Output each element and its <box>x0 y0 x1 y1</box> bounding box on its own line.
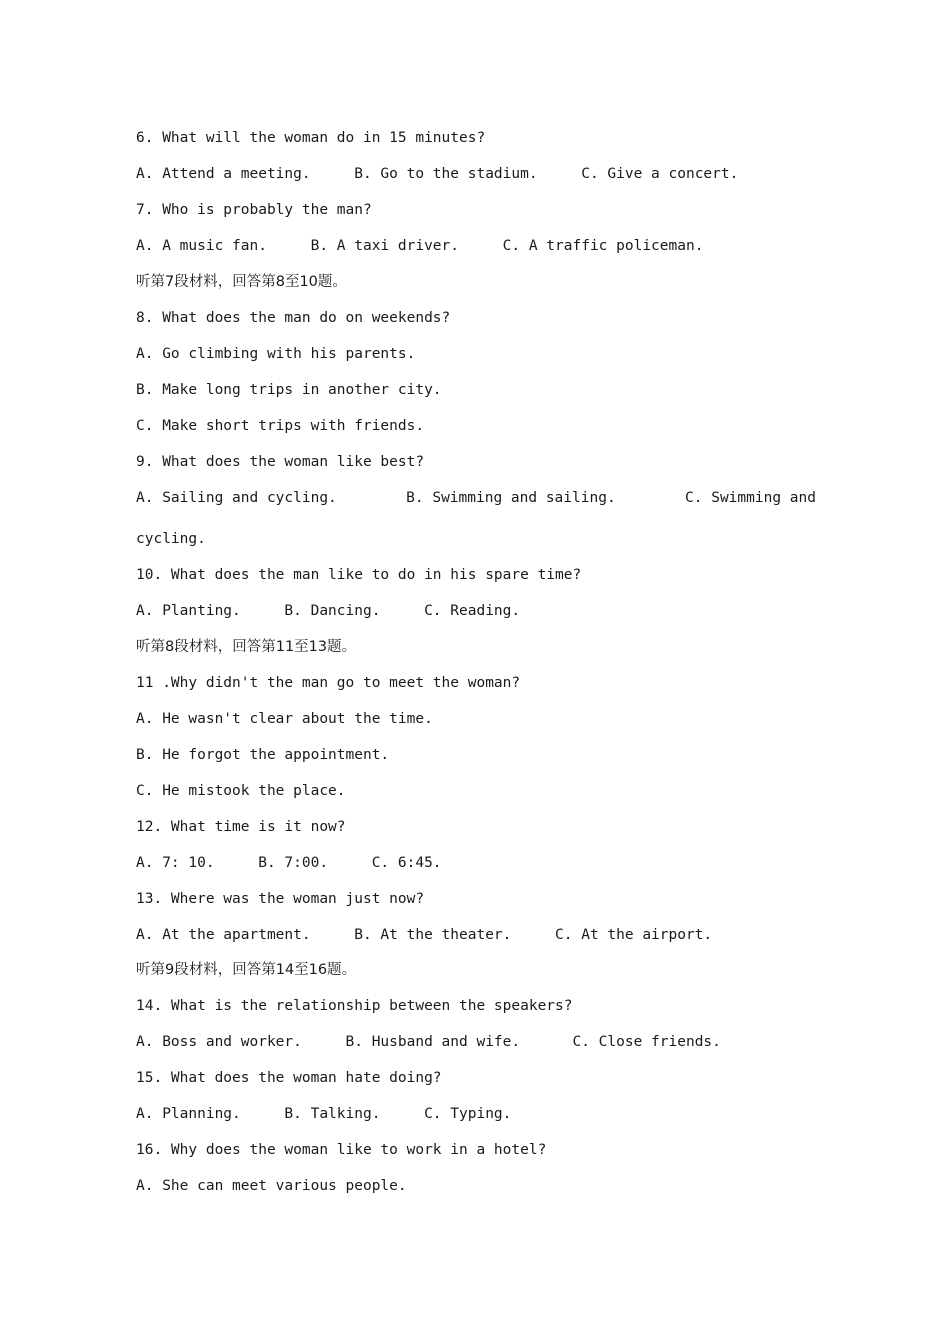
question-12: 12. What time is it now? <box>136 819 346 835</box>
question-9: 9. What does the woman like best? <box>136 454 425 470</box>
question-7: 7. Who is probably the man? <box>136 202 372 218</box>
question-11: 11 .Why didn't the man go to meet the woman? <box>136 675 521 691</box>
question-8-option-a: A. Go climbing with his parents. <box>136 346 416 362</box>
question-8: 8. What does the man do on weekends? <box>136 310 451 326</box>
question-8-option-b: B. Make long trips in another city. <box>136 382 442 398</box>
question-12-options: A. 7: 10. B. 7:00. C. 6:45. <box>136 855 442 871</box>
question-11-option-b: B. He forgot the appointment. <box>136 747 390 763</box>
question-16-option-a: A. She can meet various people. <box>136 1178 407 1194</box>
question-14: 14. What is the relationship between the speakers? <box>136 998 573 1014</box>
question-14-options: A. Boss and worker. B. Husband and wife. C. Close friends. <box>136 1034 721 1050</box>
question-6: 6. What will the woman do in 15 minutes? <box>136 130 486 146</box>
question-10-options: A. Planting. B. Dancing. C. Reading. <box>136 603 521 619</box>
question-8-option-c: C. Make short trips with friends. <box>136 418 425 434</box>
question-13-options: A. At the apartment. B. At the theater. C. At the airport. <box>136 927 713 943</box>
question-9-option-c-cont: cycling. <box>136 531 206 547</box>
question-9-option-b: B. Swimming and sailing. <box>406 490 616 506</box>
question-10: 10. What does the man like to do in his spare time? <box>136 567 582 583</box>
question-15: 15. What does the woman hate doing? <box>136 1070 442 1086</box>
question-13: 13. Where was the woman just now? <box>136 891 425 907</box>
question-6-options: A. Attend a meeting. B. Go to the stadium. C. Give a concert. <box>136 166 739 182</box>
question-15-options: A. Planning. B. Talking. C. Typing. <box>136 1106 512 1122</box>
section-9-heading: 听第9段材料，回答第14至16题。 <box>136 962 357 978</box>
question-9-options <box>136 489 816 507</box>
section-7-heading: 听第7段材料，回答第8至10题。 <box>136 274 347 290</box>
question-9-option-a: A. Sailing and cycling. <box>136 490 337 506</box>
question-11-option-a: A. He wasn't clear about the time. <box>136 711 433 727</box>
question-16: 16. Why does the woman like to work in a hotel? <box>136 1142 547 1158</box>
question-7-options: A. A music fan. B. A taxi driver. C. A traffic policeman. <box>136 238 704 254</box>
question-11-option-c: C. He mistook the place. <box>136 783 346 799</box>
question-9-option-c: C. Swimming and <box>685 490 816 506</box>
section-8-heading: 听第8段材料，回答第11至13题。 <box>136 639 357 655</box>
